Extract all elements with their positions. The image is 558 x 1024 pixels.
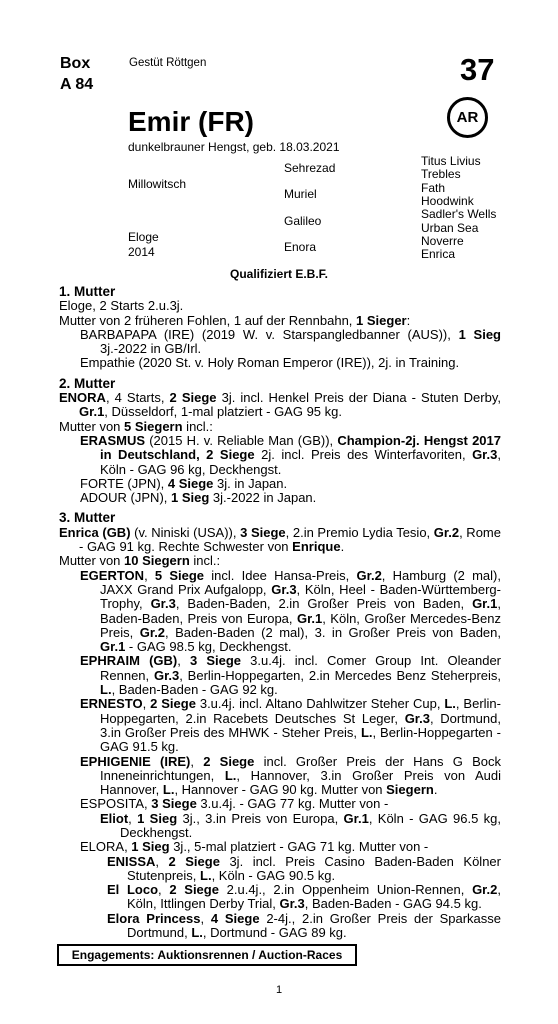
engagements-box: Engagements: Auktionsrennen / Auction-Races: [57, 944, 357, 966]
pedigree-great-grandparent: Enrica: [421, 247, 456, 261]
qualified-note: Qualifiziert E.B.F.: [229, 267, 328, 281]
paragraph: BARBAPAPA (IRE) (2019 W. v. Starspangledbanner (AUS)), 1 Sieg 3j.-2022 in GB/Irl.: [80, 326, 501, 357]
paragraph: Empathie (2020 St. v. Holy Roman Emperor (IRE)), 2j. in Training.: [80, 355, 460, 371]
page-number: 1: [275, 984, 283, 996]
pedigree-great-grandparent: Titus Livius: [421, 154, 481, 168]
horse-name: Emir (FR): [128, 106, 254, 137]
pedigree-great-grandparent: Sadler's Wells: [421, 207, 497, 221]
paragraph: Mutter von 5 Siegern incl.:: [59, 418, 213, 434]
paragraph: ENISSA, 2 Siege 3j. incl. Preis Casino Baden-Baden Kölner Stutenpreis, L., Köln - GAG 90.5 kg.: [107, 853, 501, 883]
pedigree-grandparent: Enora: [284, 240, 317, 254]
pedigree-grandparent: Muriel: [284, 187, 317, 201]
pedigree-dam-year: 2014: [128, 245, 155, 259]
paragraph: Enrica (GB) (v. Niniski (USA)), 3 Siege, 2.in Premio Lydia Tesio, Gr.2, Rome - GAG 91 kg. Rechte Schwester von Enrique.: [59, 524, 501, 555]
paragraph: EPHRAIM (GB), 3 Siege 3.u.4j. incl. Comer Group Int. Oleander Rennen, Gr.3, Berlin-Hoppegarten, 2.in Mercedes Benz Steherpreis, L., Baden-Baden - GAG 92 kg.: [80, 653, 502, 698]
paragraph: ELORA, 1 Sieg 3j., 5-mal platziert - GAG 71 kg. Mutter von -: [80, 839, 429, 855]
pedigree-sire: Millowitsch: [128, 177, 187, 191]
paragraph: ADOUR (JPN), 1 Sieg 3j.-2022 in Japan.: [80, 490, 317, 506]
pedigree-dam: Eloge: [128, 230, 159, 244]
pedigree-great-grandparent: Noverre: [421, 234, 464, 248]
pedigree-great-grandparent: Fath: [421, 181, 446, 195]
paragraph: ENORA, 4 Starts, 2 Siege 3j. incl. Henkel Preis der Diana - Stuten Derby, Gr.1, Düsseldorf, 1-mal platziert - GAG 95 kg.: [59, 390, 501, 420]
paragraph: ERASMUS (2015 H. v. Reliable Man (GB)), Champion-2j. Hengst 2017 in Deutschland, 2 Siege 2j. incl. Preis des Winterfavoriten, Gr.3, Köln - GAG 96 kg, Deckhengst.: [80, 432, 501, 477]
paragraph: EGERTON, 5 Siege incl. Idee Hansa-Preis, Gr.2, Hamburg (2 mal), JAXX Grand Prix Aufgalopp, Gr.3, Köln, Heel - Baden-Württemberg-Trophy, Gr.3, Baden-Baden, 2.in Großer Preis von Baden, Gr.1, Baden-Baden, Preis von Europa, Gr.1, Köln, Großer Mercedes-Benz Preis, Gr.2, Baden-Baden (2 mal), 3. in Großer Preis von Baden, Gr.1 - GAG 98.5 kg, Deckhengst.: [80, 567, 501, 655]
paragraph: El Loco, 2 Siege 2.u.4j., 2.in Oppenheim Union-Rennen, Gr.2, Köln, Ittlingen Derby Trial, Gr.3, Baden-Baden - GAG 94.5 kg.: [107, 882, 501, 912]
section-title-1: 1. Mutter: [59, 284, 116, 299]
pedigree-grandparent: Sehrezad: [284, 161, 336, 175]
dam-line-text: [59, 285, 501, 940]
box-title: Box: [60, 55, 91, 72]
pedigree-great-grandparent: Urban Sea: [421, 221, 479, 235]
lot-number: 37: [460, 52, 495, 87]
pedigree-great-grandparent: Hoodwink: [421, 194, 474, 208]
paragraph: Mutter von 10 Siegern incl.:: [59, 553, 221, 569]
paragraph: Eliot, 1 Sieg 3j., 3.in Preis von Europa, Gr.1, Köln - GAG 96.5 kg, Deckhengst.: [100, 810, 501, 840]
paragraph: FORTE (JPN), 4 Siege 3j. in Japan.: [80, 475, 288, 491]
paragraph: EPHIGENIE (IRE), 2 Siege incl. Großer Preis der Hans G Bock Inneneinrichtungen, L., Hannover, 3.in Großer Preis von Audi Hannover, L., Hannover - GAG 90 kg. Mutter von Siegern.: [80, 753, 501, 798]
paragraph: Eloge, 2 Starts 2.u.3j.: [59, 298, 184, 314]
box-label: [60, 53, 93, 95]
box-number: A 84: [60, 76, 94, 93]
paragraph: Elora Princess, 4 Siege 2-4j., 2.in Großer Preis der Sparkasse Dortmund, L., Dortmund - GAG 89 kg.: [107, 910, 502, 941]
stud-name: Gestüt Röttgen: [129, 57, 207, 69]
horse-description: dunkelbrauner Hengst, geb. 18.03.2021: [128, 140, 340, 154]
paragraph: ERNESTO, 2 Siege 3.u.4j. incl. Altano Dahlwitzer Steher Cup, L., Berlin-Hoppegarten, 2.in Racebets Deutsches St Leger, Gr.3, Dortmund, 3.in Großer Preis des MHWK - Steher Preis, L., Berlin-Hoppegarten - GAG 91.5 kg.: [80, 696, 501, 755]
pedigree-grandparent: Galileo: [284, 214, 322, 228]
paragraph: Mutter von 2 früheren Fohlen, 1 auf der Rennbahn, 1 Sieger:: [59, 312, 411, 328]
section-title-2: 2. Mutter: [59, 375, 116, 391]
ar-badge-icon: AR: [447, 97, 488, 138]
paragraph: ESPOSITA, 3 Siege 3.u.4j. - GAG 77 kg. Mutter von -: [80, 796, 389, 812]
pedigree-great-grandparent: Trebles: [421, 167, 461, 181]
section-title-3: 3. Mutter: [59, 510, 116, 526]
